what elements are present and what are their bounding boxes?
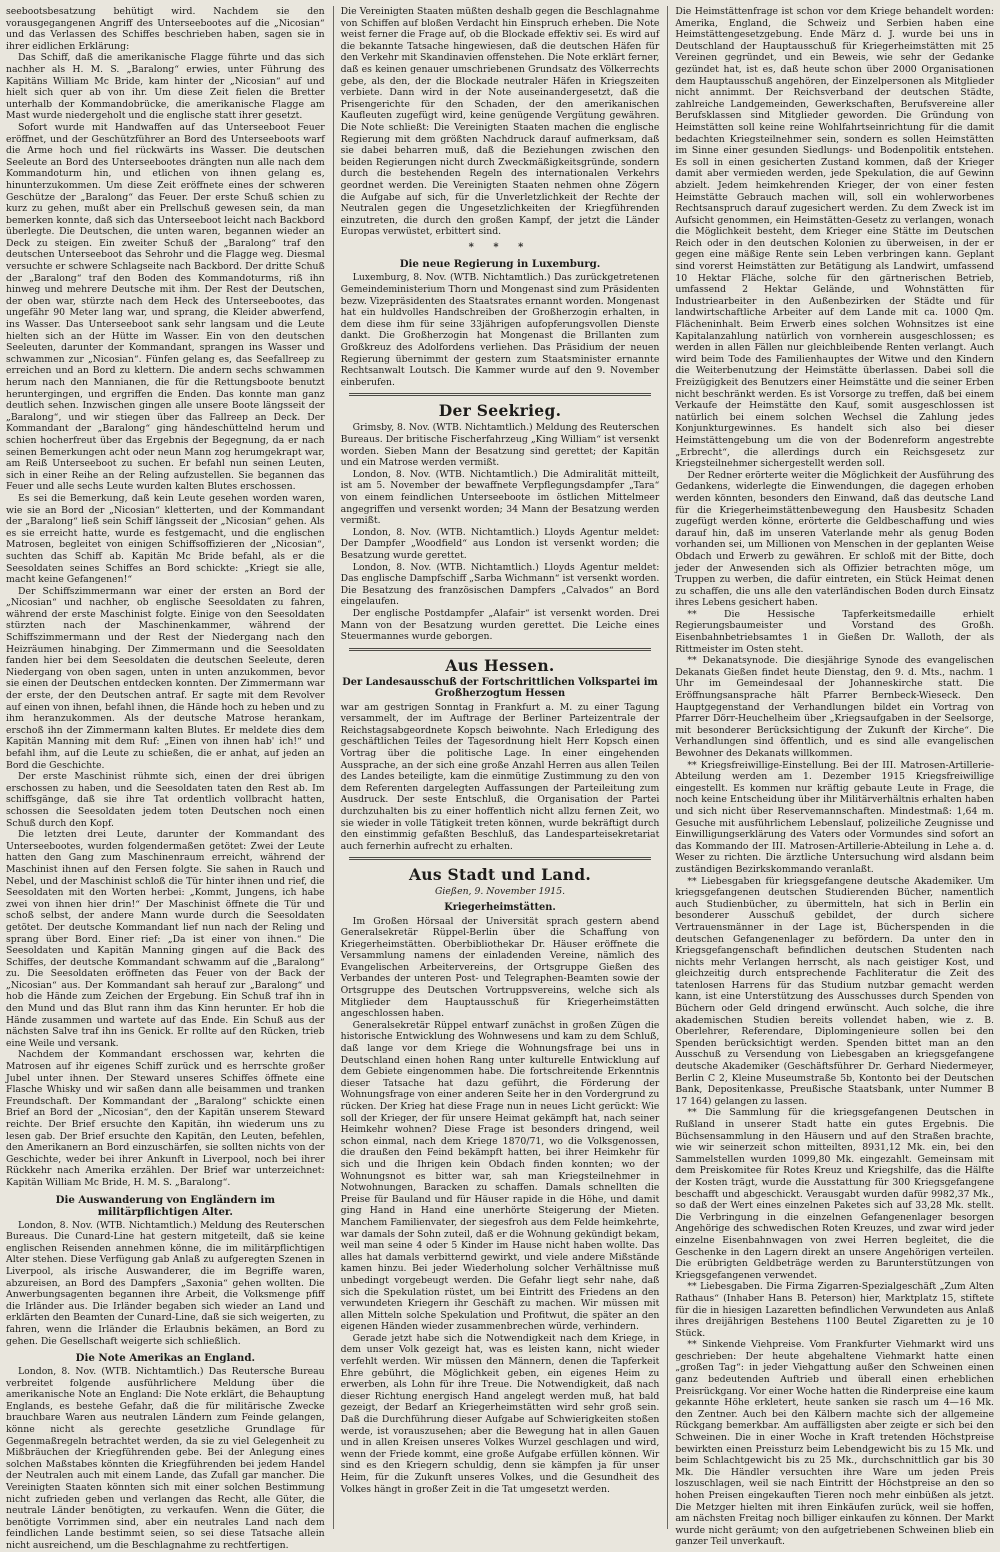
article-paragraph: ** Kriegsfreiwillige-Einstellung. Bei der III. Matrosen-Artillerie-Abteilung werden am 1. Dezember 1915 Kriegsfreiwillige eingestellt. Es kommen nur kräftig gebaute Leute in Frage, die noch keine Entscheidung über ihr Militärverhältnis erhalten haben und sich nicht über Reservemannschaften. Mindestmaß: 1,64 m. Gesuche mit ausführlichem Lebenslauf, polizeiliche Zeugnisse und Einwilligungserklärung des Vaters oder Vormundes sind sofort an das Kommando der III. Matrosen-Artillerie-Abteilung in Lehe a. d. Weser zu richten. Die ärztliche Untersuchung wird alsdann beim zuständigen Bezirkskommando veranlaßt. bbox=[675, 759, 995, 875]
article-paragraph: ** Liebesgaben. Die Firma Zigarren-Spezialgeschäft „Zum Alten Rathaus“ (Inhaber Hans B. Peterson) hier, Marktplatz 15, stiftete für die in hiesigen Lazaretten befindlichen Verwundeten aus Anlaß ihres dreijährigen Bestehens 1100 Beutel Zigaretten zu je 10 Stück. bbox=[675, 1281, 995, 1339]
article-paragraph: Luxemburg, 8. Nov. (WTB. Nichtamtlich.) Das zurückgetretenen Gemeindeministerium Thorn und Mongenast sind zum Präsidenten bezw. Vizepräsidenten des Staatsrates ernannt worden. Mongenast hat ein huldvolles Handschreiben der Großherzogin erhalten, in dem diese ihm für seine 33jährigen aufopferungsvollen Dienste dankt. Die Großherzogin hat Mongenast die Brillanten zum Großkreuz des Adolfordens verliehen. Das Präsidium der neuen Regierung übernimmt der gestern zum Staatsminister ernannte Rechtsanwalt Loutsch. Die Kammer wurde auf den 9. November einberufen. bbox=[340, 272, 660, 388]
section-heading: Aus Hessen. bbox=[445, 655, 555, 675]
article-paragraph: Im Großen Hörsaal der Universität sprach gestern abend Generalsekretär Rüppel-Berlin über die Schaffung von Kriegerheimstätten. Oberbibliothekar Dr. Häuser eröffnete die Versammlung namens der einladenden Vereine, nämlich des Evangelischen Arbeitervereins, der Ortsgruppe Gießen des Verbandes der unteren Post- und Telegraphen-Beamten sowie der Ortsgruppe des Deutschen Vortruppsvereins, welche sich als Mitglieder dem Hauptausschuß für Kriegerheimstätten angeschlossen haben. bbox=[340, 915, 660, 1020]
newspaper-column-1 bbox=[6, 6, 325, 1551]
article-paragraph: Generalsekretär Rüppel entwarf zunächst in großen Zügen die historische Entwicklung des Wohnwesens und kam zu dem Schluß, daß lange vor dem Kriege die Wohnungsfrage bei uns in Deutschland einen hohen Rang unter kulturelle Entwicklung auf dem Gebiete eingenommen habe. Die fortschreitende Erkenntnis dieser Tatsache hat dazu geführt, die Förderung der Wohnungsfrage von einer anderen Seite her in den Vordergrund zu rücken. Der Krieg hat diese Frage nun in neues Licht gerückt: Wie soll der Krieger, der für unsere Heimat gekämpft hat, nach seiner Heimkehr wohnen? Diese Frage ist besonders dringend, weil schon einmal, nach dem Kriege 1870/71, wo die Volksgenossen, die draußen den Feind bekämpft hatten, bei ihrer Heimkehr für sich und die Ihrigen kein Obdach finden konnten; wo der Wohnungsnot es bitter war, sah man Kriegsteilnehmer in Notwohnungen, Baracken zu schaffen. Damals schnellten die Preise für Bauland und für Häuser rapide in die Höhe, und damit ging Hand in Hand eine unerhörte Steigerung der Mieten. Manchem Familienvater, der siegesfroh aus dem Felde heimkehrte, war damals der Sohn zuteil, daß er die Wohnung gekündigt bekam, weil man seine 4 oder 5 Kinder im Hause nicht haben wollte. Das alles hat damals verbitternd gewirkt, und viele andere Mißstände kamen hinzu. Bei jeder Wiederholung solcher Verhältnisse muß unbedingt vorgebeugt werden. Die Gefahr liegt sehr nahe, daß sich die Spekulation rüstet, um bei Eintritt des Friedens an den verwundeten Kriegern ihr Geschäft zu machen. Wir müssen mit allen Mitteln solche Spekulation und Profitwut, die später an den eigenen Händen wieder zusammenbrechen würde, verhindern. bbox=[340, 1019, 660, 1333]
section-divider bbox=[349, 393, 652, 396]
article-paragraph: ** Die Sammlung für die kriegsgefangenen Deutschen in Rußland in unserer Stadt hatte ein gutes Ergebnis. Die Büchsensammlung in den Häusern und auf den Straßen brachte, wie wir seinerzeit schon mitteilten, 8931,12 Mk. ein, bei den Sammelstellen wurden 1099,80 Mk. eingezahlt. Gemeinsam mit dem Preiskomitee für Rotes Kreuz und Kriegshilfe, das die Hälfte der Kosten trägt, wurde die Ausstattung für 300 Kriegsgefangene beschafft und abgeschickt. Verausgabt wurden dafür 9982,37 Mk., so daß der Wert eines einzelnen Paketes sich auf 33,28 Mk. stellt. Die Verbringung in die einzelnen Gefangenenlager besorgen Angehörige des schwedischen Roten Kreuzes, und zwar wird jeder einzelne Eisenbahnwagen von zwei Herren begleitet, die die Geschenke in den Lagern direkt an unsere Angehörigen verteilen. Die erübrigten Geldbeträge werden zu Barunterstützungen von Kriegsgefangenen verwendet. bbox=[675, 1107, 995, 1281]
article-paragraph: Das Schiff, daß die amerikanische Flagge führte und das sich nachher als H. M. S. „Baralong“ erwies, unter Führung des Kapitäns William Mc Bride, kam hinter der „Nicosian“ auf und hielt sich quer ab von ihr. Um diese Zeit fielen die Bretter unterhalb der Kommandobrücke, die amerikanische Flagge am Mast wurde niedergeholt und die englische statt ihrer gesetzt. bbox=[6, 52, 325, 122]
article-headline: Die Auswanderung von Engländern im militärpflichtigen Alter. bbox=[55, 1193, 276, 1218]
dateline: Gießen, 9. November 1915. bbox=[434, 886, 566, 898]
article-paragraph: Gerade jetzt habe sich die Notwendigkeit nach dem Kriege, in dem unser Volk gezeigt hat, was es leisten kann, nicht wieder verfehlt werden. Wir müssen den Männern, denen die Tapferkeit Ehre gebührt, die Möglichkeit geben, ein eigenes Heim zu erwerben, als Lohn für ihre Treue. Die Notwendigkeit, daß nach dieser Richtung energisch Hand angelegt werden muß, hat bald gezeigt, der Bedarf an Kriegerheimstätten wird sehr groß sein. Daß die Durchführung dieser Aufgabe auf Schwierigkeiten stoßen werde, ist vorauszusehen; aber die Bewegung hat in allen Gauen und in allen Kreisen unseres Volkes Wurzel geschlagen und wird, wenn der Friede kommt, eine große Aufgabe erfüllen können. Wir sind es den Kriegern schuldig, denn sie kämpfen ja für unser Heim, für die Zukunft unseres Volkes, und die Gesundheit des Volkes hängt in großer Zeit in die Tat umgesetzt werden. bbox=[340, 1332, 660, 1495]
article-paragraph: Der erste Maschinist rühmte sich, einen der drei übrigen erschossen zu haben, und die Seesoldaten taten den Rest ab. Im schiffsgänge, daß sie ihre Tat ordentlich vollbracht hatten, schossen die Seesoldaten jedem toten Deutschen noch einen Schuß durch den Kopf. bbox=[6, 771, 325, 829]
article-paragraph: Die Heimstättenfrage ist schon vor dem Kriege behandelt worden: Amerika, England, die Schweiz und Serbien haben eine Heimstättengesetzgebung. Ende März d. J. wurde bei uns in Deutschland der Hauptausschuß für Kriegerheimstätten mit 25 Vereinen gegründet, und ein Beweis, wie sehr der Gedanke gezündet hat, ist es, daß heute schon über 2000 Organisationen dem Hauptausschuß angehören, der Einzelpersonen als Mitglieder nicht annimmt. Der Reichsverband der deutschen Städte, zahlreiche Landgemeinden, Gewerkschaften, Berufsvereine aller Berufsklassen sind Mitglieder geworden. Die Gründung von Heimstätten soll keine reine Wohlfahrtseinrichtung für die damit bedachten Kriegsteilnehmer sein, sondern es sollen Heimstätten im Sinne einer gesunden Siedlungs- und Bodenpolitik entstehen. Es soll in einen gesicherten Zustand kommen, daß der Krieger damit aber vermieden werden, jede Spekulation, die auf Gewinn abzielt. Jedem heimkehrenden Krieger, der von einer festen Heimstätte Gebrauch machen will, soll ein wohlerworbenes Rechtsanspruch darauf zugesichert werden. Zu dem Zweck ist im Aufsicht genommen, ein Heimstätten-Gesetz zu verlangen, wonach die Möglichkeit besteht, dem Krieger eine Stätte im Deutschen Reich oder in den deutschen Kolonien zu überweisen, in der er gegen eine mäßige Rente sein Leben verbringen kann. Geplant sind vorerst Heimstätten zur Betätigung als Landwirt, umfassend 10 Hektar Fläche, solche für den gärtnerischen Betrieb, umfassend 2 Hektar Gelände, und Wohnstätten für Industriearbeiter in den Außenbezirken der Städte und für landwirtschaftliche Arbeiter auf dem Lande mit ca. 1000 Qm. Flächeninhalt. Beim Erwerb eines solchen Wohnsitzes ist eine Kapitalanzahlung natürlich von vornherein ausgeschlossen; es werden in allen Fällen nur gleichbleibende Renten verlangt. Auch wird beim Tode des Familienhauptes der Witwe und den Kindern die Weiterbenutzung der Heimstätte überlassen. Dabei soll die Freizügigkeit des Benutzers einer Heimstätte und die seiner Erben nicht beschränkt werden. Es ist Vorsorge zu treffen, daß bei einem Verkaufe der Heimstätte den Kauf, somit ausgeschlossen ist natürlich bei einem solchen Wechsel die Zahlung jedes Konjunkturgewinnes. Es handelt sich also bei dieser Heimstättengebung um die von der Bodenreform angestrebte „Erbrecht“, die allerdings durch ein Reichsgesetz zur Kriegsteilnehmer sichergestellt werden soll. bbox=[675, 6, 995, 470]
article-paragraph: seebootsbesatzung behütigt wird. Nachdem sie den vorausgegangenen Angriff des Unterseebootes auf die „Nicosian“ und das Verlassen des Schiffes beschrieben haben, sagen sie in ihrer eidlichen Erklärung: bbox=[6, 6, 325, 52]
section-divider bbox=[349, 857, 652, 860]
article-headline: Die Note Amerikas an England. bbox=[75, 1352, 255, 1365]
article-paragraph: ** Die Hessische Tapferkeitsmedaille erhielt Regierungsbaumeister und Vorstand des Großh. Eisenbahnbetriebsamtes 1 in Gießen Dr. Walloth, der als Rittmeister im Osten steht. bbox=[675, 608, 995, 655]
article-paragraph: London, 8. Nov. (WTB. Nichtamtlich.) Lloyds Agentur meldet: Das englische Dampfschiff „Sarba Wichmann“ ist versenkt worden. Die Besatzung des französischen Dampfers „Calvados“ an Bord eingelaufen. bbox=[340, 561, 660, 608]
article-paragraph: ** Liebesgaben für kriegsgefangene deutsche Akademiker. Um kriegsgefangenen deutschen Studierenden Bücher, namentlich auch Studienbücher, zu übermitteln, hat sich in Berlin ein besonderer Ausschuß gebildet, der durch sichere Vertrauensmänner in der Lage ist, Bücherspenden in die deutschen Gefangenenlager zu befördern. Da unter den in Kriegsgefangenschaft befindlichen deutschen Studenten nach nichts mehr Verlangen herrscht, als nach geistiger Kost, und gleichzeitig durch entsprechende Fachliteratur die Zeit des tatenlosen Harrens für das Studium nutzbar gemacht werden kann, ist eine Unterstützung des Ausschusses durch Spenden von Büchern oder Geld dringend erwünscht. Auch solche, die ihre akademischen Studien bereits vollendet haben, wie z. B. Oberlehrer, Referendare, Diplomingenieure sollen bei den Spenden berücksichtigt werden. Spenden bittet man an den Ausschuß zu Versendung von Liebesgaben an kriegsgefangene deutsche Akademiker (Geschäftsführer Dr. Gerhard Niedermeyer, Berlin C 2, Kleine Museumstraße 5b, Kontonto bei der Deutschen Bank, Depositenkasse, Preußische Staatsbank, unter Nummer B 17 164) gelangen zu lassen. bbox=[675, 875, 995, 1107]
article-paragraph: Der Schiffszimmermann war einer der ersten an Bord der „Nicosian“ und nachher, ob englische Seesoldaten zu fahren, während der erste Maschinist folgte. Einige von den Seesoldaten stürzten nach der Maschinenkammer, während der Schiffszimmermann und der Rest der Niedergang nach den Heizräumen hinabging. Der Zimmermann und die Seesoldaten fanden hier bei dem Seesoldaten die deutschen Seeleute, deren Niedergang von oben sagen, unten in unten anzukommen, bevor sie einen der Deutschen entdecken konnten. Der Zimmermann war der erste, der den Deutschen antraf. Er sagte mit dem Revolver auf einen von ihnen, befahl ihnen, die Hände hoch zu heben und zu ihm heranzukommen. Als der deutsche Matrose herankam, erschoß ihn der Zimmermann kalten Blutes. Er meldete dies dem Kapitän Manning mit dem Ruf: „Einen von ihnen hab' ich!“ und befahl ihm, auf die Leute zu schießen, die er anhat, auf jeden an Bord die Geschichte. bbox=[6, 585, 325, 771]
article-paragraph: London, 8. Nov. (WTB. Nichtamtlich.) Die Admiralität mitteilt, ist am 5. November der bewaffnete Verpflegungsdampfer „Tara“ von einem feindlichen Unterseeboote im östlichen Mittelmeer angegriffen und versenkt worden; 34 Mann der Besatzung werden vermißt. bbox=[340, 468, 660, 527]
section-divider bbox=[349, 648, 652, 651]
article-paragraph: Sofort wurde mit Handwaffen auf das Unterseeboot Feuer eröffnet, und der Geschützführer an Bord des Unterseeboots warf die Arme hoch und fiel rückwärts ins Wasser. Die deutschen Seeleute an Bord des Unterseebootes drängten nun alle nach dem Kommandoturm hin, und etlichen von ihnen gelang es, hinunterzukommen. Um diese Zeit eröffnete eines der schweren Geschütze der „Baralong“ das Feuer. Der erste Schuß schien zu kurz zu gehen, mußt aber ein Prellschuß gewesen sein, da man bemerken konnte, daß sich das Unterseeboot leicht nach Backbord überlegte. Die Deutschen, die unten waren, begannen wieder an Deck zu steigen. Ein zweiter Schuß der „Baralong“ traf den deutschen Unterseeboot das Sehrohr und die Flagge weg. Diesmal versuchte er schwere Schlagseite nach Backbord. Der dritte Schuß der „Baralong“ traf den Boden des Kommandoturms, riß ihn hinweg und mehrere Deutsche mit ihm. Der Rest der Deutschen, der oben war, stürzte nach dem Heck des Unterseebootes, das ungefähr 90 Meter lang war, und sprang, die Kleider abwerfend, ins Wasser. Das Unterseeboot sank sehr langsam und die Leute hielten sich an der Hütte im Wasser. Ein von den deutschen Seeleuten, darunter der Kommandant, sprangen ins Wasser und schwammen zur „Nicosian“. Fünfen gelang es, das Seefallreep zu erreichen und an Bord zu klettern. Die andern sechs schwammen herum nach den Mannianen, die für die Rettungsboote benutzt heruntergingen, und ergriffen die Enden. Das konnte man ganz deutlich sehen. Inzwischen gingen alle unsere Boote längsseit der „Baralong“, und wir stiegen über das Fallreep an Deck. Der Kommandant der „Baralong“ ging händeschüttelnd herum und schien hocherfreut über das Ergebnis der Begegnung, da er nach seinen Bemerkungen acht oder neun Mann zog herumgekrapt war, am Reiß Unterseeboot zu suchen. Er befahl nun seinen Leuten, sich in einer Reihe an der Reling aufzustellen. Sie begannen das Feuer und alle sechs Leute wurden kalten Blutes erschossen. bbox=[6, 121, 325, 493]
section-separator-stars: * * * bbox=[468, 241, 532, 253]
article-subheadline: Kriegerheimstätten. bbox=[444, 902, 556, 913]
section-heading: Aus Stadt und Land. bbox=[408, 865, 592, 885]
article-paragraph: Die Vereinigten Staaten müßten deshalb gegen die Beschlagnahme von Schiffen auf bloßen Verdacht hin Einspruch erheben. Die Note weist ferner die Frage auf, ob die Blockade effektiv sei. Es wird auf die bekannte Tatsache hingewiesen, daß die deutschen Häfen für den Verkehr mit Skandinavien offenstehen. Die Note erklärt ferner, daß es keinen genauer umschriebenen Grundsatz des Völkerrechts gebe, als den, der die Blockade neutraler Häfen in Kriegszeiten verbiete. Dann wird in der Note auseinandergesetzt, daß die Prisengerichte für den Schaden, der den amerikanischen Kaufleuten zugefügt wird, keine genügende Vergütung gewähren. Die Note schließt: Die Vereinigten Staaten machen die englische Regierung mit dem größten Nachdruck darauf aufmerksam, daß sie dabei beharren muß, daß die Beziehungen zwischen den beiden Regierungen nicht durch Zweckmäßigkeitsgründe, sondern durch die bestehenden Regeln des internationalen Verkehrs geordnet werden. Die Vereinigten Staaten nehmen ohne Zögern die Aufgabe auf sich, für die Unverletzlichkeit der Rechte der Neutralen gegen die Ungesetzlichkeiten der Kriegführenden einzutreten, die durch den großen Kampf, der jetzt die Länder Europas verwüstet, erbittert sind. bbox=[340, 6, 660, 238]
newspaper-column-2 bbox=[333, 6, 660, 1529]
article-paragraph: Grimsby, 8. Nov. (WTB. Nichtamtlich.) Meldung des Reuterschen Bureaus. Der britische Fischerfahrzeug „King William“ ist versenkt worden. Sieben Mann der Besatzung sind gerettet; der Kapitän und ein Matrose werden vermißt. bbox=[340, 422, 660, 469]
article-headline: Die neue Regierung in Luxemburg. bbox=[399, 258, 601, 271]
article-paragraph: war am gestrigen Sonntag in Frankfurt a. M. zu einer Tagung versammelt, der im Auftrage der Berliner Parteizentrale der Reichstagsabgeordnete Kopsch beiwohnte. Nach Erledigung des geschäftlichen Teiles der Tagesordnung hielt Herr Kopsch einen Vortrag über die politische Lage. In einer eingehenden Aussprache, an der sich eine große Anzahl Herren aus allen Teilen des Landes beteiligte, kam die einmütige Zustimmung zu den von dem Referenten dargelegten Auffassungen der Parteileitung zum Ausdruck. Der seste Entschluß, die Organisation der Partei durchzuhalten bis zu einer hoffentlich nicht allzu fernen Zeit, wo sie wieder in volle Tätigkeit treten können, wurde bekräftigt durch den einstimmig gefaßten Beschluß, das Landesparteisekretariat auch fernerhin aufrecht zu erhalten. bbox=[340, 701, 660, 852]
article-paragraph: London, 8. Nov. (WTB. Nichtamtlich.) Meldung des Reuterschen Bureaus. Die Cunard-Line hat gestern mitgeteilt, daß sie keine englischen Reisenden annehmen könne, die im militärpflichtigen Alter stehen. Diese Verfügung gab Anlaß zu aufgeregten Szenen in Liverpool, als irische Auswanderer, die im Begriffe waren, abzureisen, an Bord des Dampfers „Saxonia“ gehen wollten. Die Anwerbungsagenten begannen ihre Arbeit, die Volksmenge pfiff die Irländer aus. Die Irländer begaben sich wieder an Land und erklärten den Beamten der Cunard-Line, daß sie sich weigerten, zu fahren, wenn die Irländer die Erlaubnis bekämen, an Bord zu gehen. Die Gesellschaft weigerte sich schließlich. bbox=[6, 1219, 325, 1347]
article-paragraph: Der Redner erörterte weiter die Möglichkeit der Ausführung des Gedankens, widerlegte die Einwendungen, die dagegen erhoben werden könnten, besonders den Einwand, daß das deutsche Land für die Kriegerheimstättenbewegung den Hausbesitz Schaden zugefügt werden könne, erörterte die Geldbeschaffung und wies darauf hin, daß im unseren Vaterlande mehr als genug Boden vorhanden sei, um Millionen von Menschen in der geplanten Weise Obdach und Erwerb zu gewähren. Er schloß mit der Bitte, doch jeder der Anwesenden sich als Offizier betrachten möge, um Truppen zu werben, die dafür eintreten, ein Stück Heimat denen zu schaffen, die uns alle den vaterländischen Boden durch Einsatz ihres Lebens gesichert haben. bbox=[675, 469, 995, 609]
section-heading: Der Seekrieg. bbox=[438, 401, 562, 421]
article-subheadline: Der Landesausschuß der Fortschrittlichen Volkspartei im Großherzogtum Hessen bbox=[342, 676, 658, 700]
article-paragraph: Nachdem der Kommandant erschossen war, kehrten die Matrosen auf ihr eigenes Schiff zurück und es herrschte großer Jubel unter ihnen. Der Steward unseres Schiffes öffnete eine Flasche Whisky und wir saßen dann alle beisammen und tranken Freundschaft. Der Kommandant der „Baralong“ schickte einen Brief an Bord der „Nicosian“, den der Kapitän unserem Steward reichte. Der Brief ersuchte den Kapitän, ihn wiederum uns zu lesen gab. Der Brief ersuchte den Kapitän, den Leuten, befehlen, den Amerikanern an Bord einzuschärfen, sie sollten nichts von der Geschichte, weder bei ihrer Ankunft in Liverpool, noch bei ihrer Rückkehr nach Amerika erzählen. Der Brief war unterzeichnet: Kapitän William Mc Bride, H. M. S. „Baralong“. bbox=[6, 1049, 325, 1188]
article-paragraph: ** Dekanatsynode. Die diesjährige Synode des evangelischen Dekanats Gießen findet heute Dienstag, den 9. d. Mts., nachm. 1 Uhr im Gemeindesaal der Johanneskirche statt. Die Eröffnungsansprache hält Pfarrer Bernbeck-Wieseck. Den Hauptgegenstand der Verhandlungen bildet ein Vortrag von Pfarrer Dörr-Heuchelheim über „Kriegsaufgaben in der Seelsorge, mit besonderer Berücksichtigung der Zukunft der Kirche“. Die Verhandlungen sind öffentlich, und es sind alle evangelischen Bewohner des Dekanats willkommen. bbox=[675, 655, 995, 759]
article-paragraph: Die letzten drei Leute, darunter der Kommandant des Unterseebootes, wurden folgendermaßen getötet: Zwei der Leute hatten den Gang zum Maschinenraum erreicht, während der Maschinist ihnen auf den Fersen folgte. Sie sahen in Rauch und Nebel, und der Maschinist schloß die Tür hinter ihnen und rief, die Seesoldaten mit den Worten herbei: „Kommt, Jungens, ich habe zwei von ihnen hier drin!“ Der Maschinist öffnete die Tür und schoß selbst, der andere Mann wurde durch die Seesoldaten getötet. Der deutsche Kommandant lief nun nach der Reling und sprang über Bord. Einer rief: „Da ist einer von ihnen.“ Die Seesoldaten und Kapitän Manning gingen auf die Back des Schiffes, der deutsche Kommandant schwamm auf die „Baralong“ zu. Die Seesoldaten eröffneten das Feuer von der Back der „Nicosian“ aus. Der Kommandant sah herauf zur „Baralong“ und hob die Hände zum Zeichen der Ergebung. Ein Schuß traf ihn in den Mund und das Blut rann ihm das Kinn herunter. Er hob die Hände zusammen und wartete auf das Ende. Ein Schuß aus der nächsten Salve traf ihn ins Genick. Er rollte auf den Rücken, trieb eine Weile und versank. bbox=[6, 829, 325, 1049]
article-paragraph: Es sei die Bemerkung, daß kein Leute gesehen worden waren, wie sie an Bord der „Nicosian“ kletterten, und der Kommandant der „Baralong“ ließ sein Schiff längsseit der „Nicosian“ gehen. Als es sie erreicht hatte, wurde es festgemacht, und die englischen Matrosen, begleitet von einigen Schiffsoffizieren der „Nicosian“, suchten das Schiff ab. Kapitän Mc Bride befahl, als er die Seesoldaten seines Schiffes an Bord schickte: „Kriegt sie alle, macht keine Gefangenen!“ bbox=[6, 492, 325, 586]
article-paragraph: London, 8. Nov. (WTB. Nichtamtlich.) Lloyds Agentur meldet: Der Dampfer „Woodfield“ aus London ist versenkt worden; die Besatzung wurde gerettet. bbox=[340, 526, 660, 561]
article-paragraph: ** Sinkende Viehpreise. Vom Frankfurter Viehmarkt wird uns geschrieben: Der heute abgehaltene Viehmarkt hatte einen „großen Tag“: in jeder Viehgattung außer den Schweinen einen ganz bedeutenden Auftrieb und überall einen erheblichen Preisrückgang. Vor einer Woche hatten die Rinderpreise eine kaum gekannte Höhe erkletert, heute sanken sie rasch um 4—16 Mk. den Zentner. Auch bei den Kälbern machte sich der allgemeine Rückgang bemerkbar. Am auffälligsten aber zeigte er sich bei den Schweinen. Die in einer Woche in Kraft tretenden Höchstpreise bewirkten einen Preissturz beim Lebendgewicht bis zu 15 Mk. und beim Schlachtgewicht bis zu 25 Mk., durchschnittlich gar bis 30 Mk. Die Händler versuchten ihre Ware um jeden Preis loszuschlagen, weil sie nach Eintritt der Höchstpreise an den so hohen Preisen eingekauften Tieren noch mehr einbüßen als jetzt. Die Metzger hielten mit ihren Einkäufen zurück, weil sie hoffen, am nächsten Freitag noch billiger einkaufen zu können. Der Markt wurde nicht geräumt; von den aufgetriebenen Schweinen blieb ein ganzer Teil unverkauft. bbox=[675, 1339, 995, 1548]
article-paragraph: London, 8. Nov. (WTB. Nichtamtlich.) Das Reutersche Bureau verbreitet folgende ausführlichere Meldung über die amerikanische Note an England: Die Note erklärt, die Behauptung Englands, es bestehe Gefahr, daß die für militärische Zwecke brauchbare Waren aus neutralen Ländern zum Feinde gelangen, könne nicht als gerechte gesetzliche Grundlage für Gegenmaßregeln betrachtet werden, da sie zu viel Gelegenheit zu Mißbräuchen der Kriegführenden gebe. Bei der Anlegung eines solchen Maßstabes könnten die Kriegführenden bei jedem Handel der Neutralen auch mit einem Lande, das Zufall gar mancher. Die Vereinigten Staaten könnten sich mit einer solchen Bestimmung nicht zufrieden geben und verlangen das Recht, alle Güter, die neutrale Länder benötigten, zu verkaufen. Wenn die Güter, die benötigte Vorrimmen sind, aber ein neutrales Land nach dem feindlichen Lande bestimmt seien, so sei diese Tatsache allein nicht ausreichend, um die Beschlagnahme zu rechtfertigen. bbox=[6, 1366, 325, 1551]
newspaper-column-3 bbox=[667, 6, 995, 1548]
article-paragraph: Der englische Postdampfer „Alafair“ ist versenkt worden. Drei Mann von der Besatzung wurden gerettet. Die Leiche eines Steuermannes wurde geborgen. bbox=[340, 607, 660, 643]
